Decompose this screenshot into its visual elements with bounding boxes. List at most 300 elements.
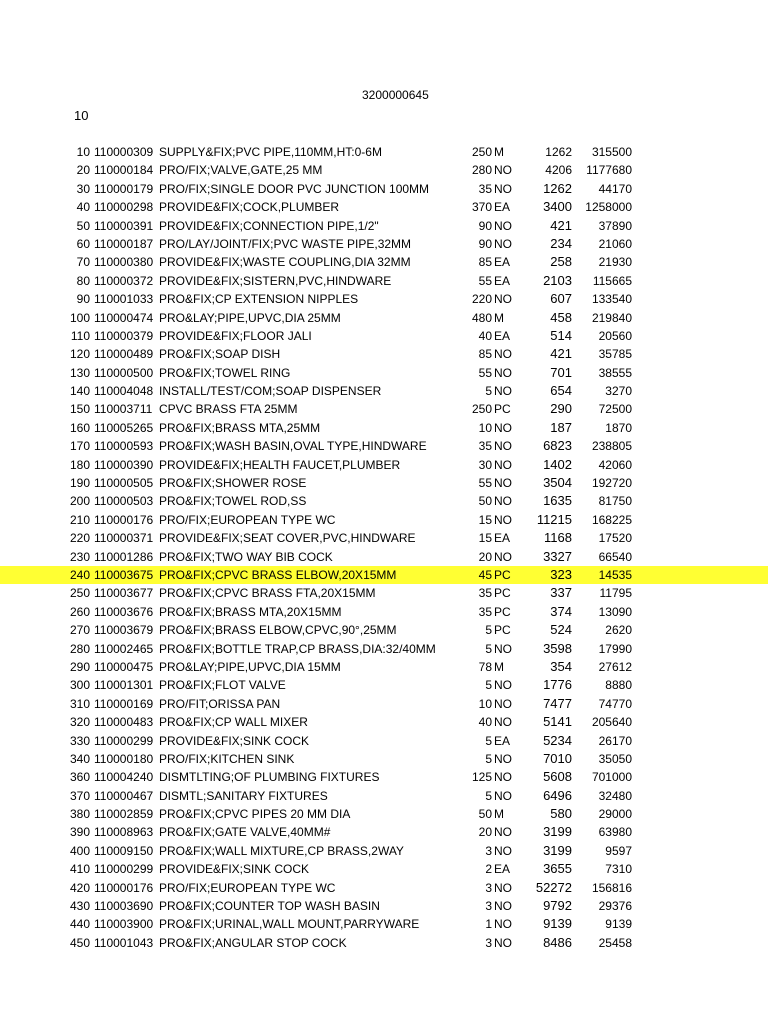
rate: 374 (550, 603, 572, 619)
item-description: PRO/FIX;SINGLE DOOR PVC JUNCTION 100MM (159, 181, 430, 196)
material-code: 110000187 (94, 236, 154, 251)
item-description: SUPPLY&FIX;PVC PIPE,110MM,HT:0-6M (159, 145, 382, 159)
amount: 315500 (591, 145, 632, 159)
quantity: 55 (478, 476, 492, 491)
item-description: PRO&FIX;BRASS ELBOW,CPVC,90°,25MM (159, 623, 397, 638)
amount: 1258000 (585, 200, 632, 215)
unit: NO (494, 292, 512, 307)
item-description: PRO&FIX;BRASS MTA,25MM (159, 420, 321, 435)
unit: NO (494, 236, 512, 251)
rate: 6823 (543, 438, 572, 454)
quantity: 85 (478, 347, 492, 362)
unit: PC (494, 567, 511, 582)
document-number: 3200000645 (362, 88, 429, 102)
item-number: 250 (69, 586, 90, 601)
item-description: PROVIDE&FIX;SINK COCK (159, 862, 310, 877)
table-row (0, 290, 768, 308)
amount: 37890 (598, 218, 632, 233)
item-number: 410 (69, 862, 90, 877)
item-description: CPVC BRASS FTA 25MM (159, 402, 298, 417)
unit: NO (494, 880, 512, 895)
table-row (0, 823, 768, 841)
item-description: INSTALL/TEST/COM;SOAP DISPENSER (159, 384, 382, 399)
amount: 20560 (598, 328, 632, 343)
amount: 17990 (598, 641, 632, 656)
material-code: 110000179 (94, 181, 154, 196)
quantity: 55 (478, 273, 492, 288)
table-row (0, 437, 768, 455)
unit: EA (494, 200, 511, 215)
table-row (0, 217, 768, 235)
table-row (0, 364, 768, 382)
amount: 32480 (598, 788, 632, 803)
material-code: 110000475 (94, 659, 154, 674)
rate: 5234 (543, 732, 572, 748)
unit: NO (494, 788, 512, 803)
table-row (0, 915, 768, 933)
table-row (0, 750, 768, 768)
rate: 607 (550, 291, 572, 307)
quantity: 40 (478, 715, 492, 730)
item-number: 150 (69, 402, 90, 417)
table-row (0, 345, 768, 363)
quantity: 20 (478, 825, 492, 840)
quantity: 480 (471, 310, 492, 325)
rate: 3199 (543, 842, 572, 858)
material-code: 110000180 (94, 751, 154, 766)
table-row (0, 548, 768, 566)
item-description: PRO&FIX;FLOT VALVE (159, 678, 286, 693)
item-description: PRO&FIX;CPVC BRASS ELBOW,20X15MM (159, 567, 397, 582)
item-number: 220 (69, 531, 90, 546)
rate: 3598 (543, 640, 572, 656)
amount: 66540 (598, 549, 632, 564)
item-description: PROVIDE&FIX;SISTERN,PVC,HINDWARE (159, 273, 392, 288)
item-description: PRO&FIX;SHOWER ROSE (159, 476, 307, 491)
material-code: 110000169 (94, 696, 154, 711)
material-code: 110000176 (94, 512, 154, 527)
unit: PC (494, 604, 511, 619)
unit: NO (494, 439, 512, 454)
rate: 3327 (543, 548, 572, 564)
rate: 9792 (543, 898, 572, 914)
material-code: 110000474 (94, 310, 154, 325)
quantity: 35 (478, 439, 492, 454)
unit: EA (494, 862, 511, 877)
quantity: 125 (471, 770, 492, 785)
item-number: 80 (76, 273, 90, 288)
material-code: 110000380 (94, 255, 154, 270)
table-row (0, 934, 768, 952)
amount: 2620 (605, 623, 632, 638)
table-row (0, 529, 768, 547)
item-number: 390 (69, 825, 90, 840)
rate: 1776 (543, 677, 572, 693)
item-number: 420 (69, 880, 90, 895)
unit: EA (494, 733, 511, 748)
unit: EA (494, 531, 511, 546)
item-description: PRO/LAY/JOINT/FIX;PVC WASTE PIPE,32MM (159, 236, 412, 251)
rate: 3199 (543, 824, 572, 840)
quantity: 5 (485, 751, 492, 766)
material-code: 110001033 (94, 292, 154, 307)
item-description: PRO&FIX;BOTTLE TRAP,CP BRASS,DIA:32/40MM (159, 641, 436, 656)
unit: EA (494, 328, 511, 343)
material-code: 110000184 (94, 163, 154, 178)
unit: EA (494, 273, 511, 288)
item-number: 190 (69, 476, 90, 491)
quantity: 280 (471, 163, 492, 178)
material-code: 110000489 (94, 347, 154, 362)
amount: 156816 (591, 880, 632, 895)
rate: 1402 (543, 456, 572, 472)
rate: 421 (550, 217, 572, 233)
line-items-table (0, 143, 768, 952)
unit: NO (494, 384, 512, 399)
item-description: PRO&LAY;PIPE,UPVC,DIA 25MM (159, 310, 341, 325)
unit: NO (494, 457, 512, 472)
item-number: 330 (69, 733, 90, 748)
item-number: 440 (69, 917, 90, 932)
quantity: 40 (478, 328, 492, 343)
item-description: PRO&FIX;URINAL,WALL MOUNT,PARRYWARE (159, 917, 420, 932)
table-row (0, 658, 768, 676)
unit: NO (494, 347, 512, 362)
item-description: PRO/FIX;EUROPEAN TYPE WC (159, 880, 336, 895)
quantity: 5 (485, 678, 492, 693)
quantity: 15 (478, 512, 492, 527)
material-code: 110000372 (94, 273, 154, 288)
material-code: 110004048 (94, 384, 154, 399)
table-row (0, 272, 768, 290)
amount: 9597 (605, 843, 632, 858)
amount: 3270 (605, 384, 632, 399)
amount: 115665 (592, 273, 632, 288)
table-row (0, 842, 768, 860)
amount: 44170 (598, 181, 632, 196)
rate: 524 (550, 622, 572, 638)
rate: 234 (550, 235, 572, 251)
rate: 323 (550, 566, 572, 582)
rate: 52272 (535, 879, 572, 895)
amount: 21060 (598, 236, 632, 251)
quantity: 50 (478, 807, 492, 822)
material-code: 110004240 (94, 770, 154, 785)
amount: 238805 (591, 439, 632, 454)
unit: NO (494, 696, 512, 711)
table-row (0, 161, 768, 179)
material-code: 110000503 (94, 494, 154, 509)
material-code: 110003690 (94, 899, 154, 914)
item-number: 130 (69, 365, 90, 380)
item-number: 360 (69, 770, 90, 785)
unit: NO (494, 770, 512, 785)
item-number: 100 (69, 310, 90, 325)
quantity: 5 (485, 623, 492, 638)
item-description: PRO&FIX;WALL MIXTURE,CP BRASS,2WAY (159, 843, 404, 858)
amount: 42060 (598, 457, 632, 472)
item-description: PROVIDE&FIX;FLOOR JALI (159, 328, 312, 343)
material-code: 110000593 (94, 439, 154, 454)
unit: NO (494, 420, 512, 435)
rate: 2103 (543, 272, 572, 288)
item-number: 90 (76, 292, 90, 307)
material-code: 110002859 (94, 807, 154, 822)
item-description: PROVIDE&FIX;COCK,PLUMBER (159, 200, 340, 215)
unit: NO (494, 935, 512, 950)
item-number: 340 (69, 751, 90, 766)
unit: M (494, 310, 504, 325)
item-description: PRO&FIX;TOWEL RING (159, 365, 291, 380)
amount: 13090 (598, 604, 632, 619)
rate: 8486 (543, 934, 572, 950)
quantity: 35 (478, 586, 492, 601)
unit: EA (494, 255, 511, 270)
amount: 8880 (605, 678, 632, 693)
amount: 81750 (598, 494, 632, 509)
material-code: 110000483 (94, 715, 154, 730)
unit: NO (494, 899, 512, 914)
material-code: 110003900 (94, 917, 154, 932)
quantity: 35 (478, 181, 492, 196)
item-description: PRO&FIX;TOWEL ROD,SS (159, 494, 307, 509)
table-row (0, 732, 768, 750)
table-row (0, 621, 768, 639)
material-code: 110003675 (94, 567, 154, 582)
item-description: PRO&FIX;CP EXTENSION NIPPLES (159, 292, 359, 307)
material-code: 110000299 (94, 862, 154, 877)
rate: 654 (550, 383, 572, 399)
rate: 458 (550, 309, 572, 325)
item-description: PRO&FIX;CP WALL MIXER (159, 715, 308, 730)
material-code: 110005265 (94, 420, 154, 435)
item-number: 380 (69, 807, 90, 822)
material-code: 110000299 (94, 733, 154, 748)
item-description: PRO&FIX;TWO WAY BIB COCK (159, 549, 333, 564)
unit: NO (494, 549, 512, 564)
item-number: 320 (69, 715, 90, 730)
quantity: 20 (478, 549, 492, 564)
unit: NO (494, 218, 512, 233)
material-code: 110000467 (94, 788, 154, 803)
rate: 6496 (543, 787, 572, 803)
unit: M (494, 807, 504, 822)
amount: 21930 (598, 255, 632, 270)
material-code: 110000391 (94, 218, 154, 233)
material-code: 110008963 (94, 825, 154, 840)
item-description: PROVIDE&FIX;CONNECTION PIPE,1/2" (159, 218, 379, 233)
quantity: 3 (485, 899, 492, 914)
material-code: 110002465 (94, 641, 154, 656)
material-code: 110000309 (94, 145, 154, 159)
rate: 4206 (545, 163, 572, 178)
unit: M (494, 659, 504, 674)
item-number: 450 (69, 935, 90, 950)
table-row-highlighted (0, 566, 768, 584)
unit: NO (494, 181, 512, 196)
quantity: 3 (485, 843, 492, 858)
table-row (0, 474, 768, 492)
quantity: 250 (471, 145, 492, 159)
amount: 192720 (591, 476, 632, 491)
table-row (0, 327, 768, 345)
table-row (0, 309, 768, 327)
rate: 514 (550, 327, 572, 343)
item-number: 30 (76, 181, 90, 196)
rate: 337 (550, 585, 572, 601)
rate: 258 (550, 254, 572, 270)
quantity: 3 (485, 880, 492, 895)
unit: NO (494, 715, 512, 730)
item-number: 10 (76, 145, 90, 159)
quantity: 10 (478, 420, 492, 435)
material-code: 110000390 (94, 457, 154, 472)
unit: NO (494, 512, 512, 527)
quantity: 5 (485, 788, 492, 803)
table-row (0, 879, 768, 897)
amount: 35785 (598, 347, 632, 362)
rate: 3504 (543, 475, 572, 491)
item-number: 160 (69, 420, 90, 435)
item-number: 120 (69, 347, 90, 362)
item-number: 430 (69, 899, 90, 914)
quantity: 50 (478, 494, 492, 509)
table-row (0, 492, 768, 510)
table-row (0, 456, 768, 474)
material-code: 110009150 (94, 843, 154, 858)
amount: 168225 (591, 512, 632, 527)
table-row (0, 143, 768, 161)
item-number: 140 (69, 384, 90, 399)
material-code: 110000500 (94, 365, 154, 380)
table-row (0, 676, 768, 694)
amount: 63980 (598, 825, 632, 840)
amount: 17520 (598, 531, 632, 546)
item-description: PROVIDE&FIX;WASTE COUPLING,DIA 32MM (159, 255, 411, 270)
quantity: 55 (478, 365, 492, 380)
item-description: PROVIDE&FIX;SEAT COVER,PVC,HINDWARE (159, 531, 416, 546)
item-number: 280 (69, 641, 90, 656)
table-row (0, 603, 768, 621)
item-description: PRO/FIX;KITCHEN SINK (159, 751, 295, 766)
quantity: 78 (478, 659, 492, 674)
rate: 580 (550, 806, 572, 822)
amount: 74770 (598, 696, 632, 711)
quantity: 220 (471, 292, 492, 307)
quantity: 5 (485, 384, 492, 399)
table-row (0, 400, 768, 418)
amount: 133540 (591, 292, 632, 307)
quantity: 85 (478, 255, 492, 270)
material-code: 110001286 (94, 549, 154, 564)
unit: NO (494, 678, 512, 693)
item-description: PRO&FIX;CPVC PIPES 20 MM DIA (159, 807, 351, 822)
item-number: 400 (69, 843, 90, 858)
rate: 3400 (543, 199, 572, 215)
item-number: 70 (76, 255, 90, 270)
rate: 421 (550, 346, 572, 362)
table-row (0, 419, 768, 437)
table-row (0, 640, 768, 658)
item-description: PRO/FIX;VALVE,GATE,25 MM (159, 163, 323, 178)
table-row (0, 511, 768, 529)
unit: M (494, 145, 504, 159)
item-description: PRO&FIX;SOAP DISH (159, 347, 281, 362)
material-code: 110003676 (94, 604, 154, 619)
amount: 26170 (598, 733, 632, 748)
rate: 7477 (543, 695, 572, 711)
item-description: PROVIDE&FIX;HEALTH FAUCET,PLUMBER (159, 457, 401, 472)
quantity: 35 (478, 604, 492, 619)
amount: 1177680 (586, 163, 632, 178)
quantity: 5 (485, 733, 492, 748)
material-code: 110003677 (94, 586, 154, 601)
item-description: PRO&FIX;COUNTER TOP WASH BASIN (159, 899, 380, 914)
item-number: 210 (69, 512, 90, 527)
amount: 205640 (591, 715, 632, 730)
quantity: 30 (478, 457, 492, 472)
quantity: 3 (485, 935, 492, 950)
material-code: 110000371 (94, 531, 154, 546)
amount: 9139 (605, 917, 632, 932)
amount: 72500 (598, 402, 632, 417)
unit: NO (494, 751, 512, 766)
unit: NO (494, 494, 512, 509)
table-row (0, 198, 768, 216)
quantity: 90 (478, 218, 492, 233)
rate: 1635 (543, 493, 572, 509)
amount: 35050 (598, 751, 632, 766)
quantity: 10 (478, 696, 492, 711)
amount: 701000 (591, 770, 632, 785)
item-number: 180 (69, 457, 90, 472)
rate: 1168 (544, 530, 572, 546)
unit: PC (494, 623, 511, 638)
quantity: 1 (485, 917, 492, 932)
quantity: 250 (471, 402, 492, 417)
table-row (0, 180, 768, 198)
material-code: 110000379 (94, 328, 154, 343)
unit: NO (494, 843, 512, 858)
rate: 290 (550, 401, 572, 417)
table-row (0, 382, 768, 400)
rate: 11215 (536, 511, 572, 527)
item-number: 300 (69, 678, 90, 693)
table-row (0, 860, 768, 878)
item-number: 50 (76, 218, 90, 233)
material-code: 110000298 (94, 200, 154, 215)
amount: 27612 (598, 659, 632, 674)
unit: NO (494, 825, 512, 840)
quantity: 5 (485, 641, 492, 656)
amount: 14535 (598, 567, 632, 582)
table-row (0, 805, 768, 823)
material-code: 110003679 (94, 623, 154, 638)
rate: 3655 (543, 861, 572, 877)
unit: PC (494, 586, 511, 601)
item-description: PRO/FIT;ORISSA PAN (159, 696, 281, 711)
amount: 11795 (599, 586, 632, 601)
amount: 38555 (598, 365, 632, 380)
table-row (0, 695, 768, 713)
amount: 29000 (598, 807, 632, 822)
table-row (0, 584, 768, 602)
item-number: 40 (76, 200, 90, 215)
unit: NO (494, 641, 512, 656)
rate: 187 (550, 419, 572, 435)
quantity: 45 (478, 567, 492, 582)
item-number: 310 (69, 696, 90, 711)
